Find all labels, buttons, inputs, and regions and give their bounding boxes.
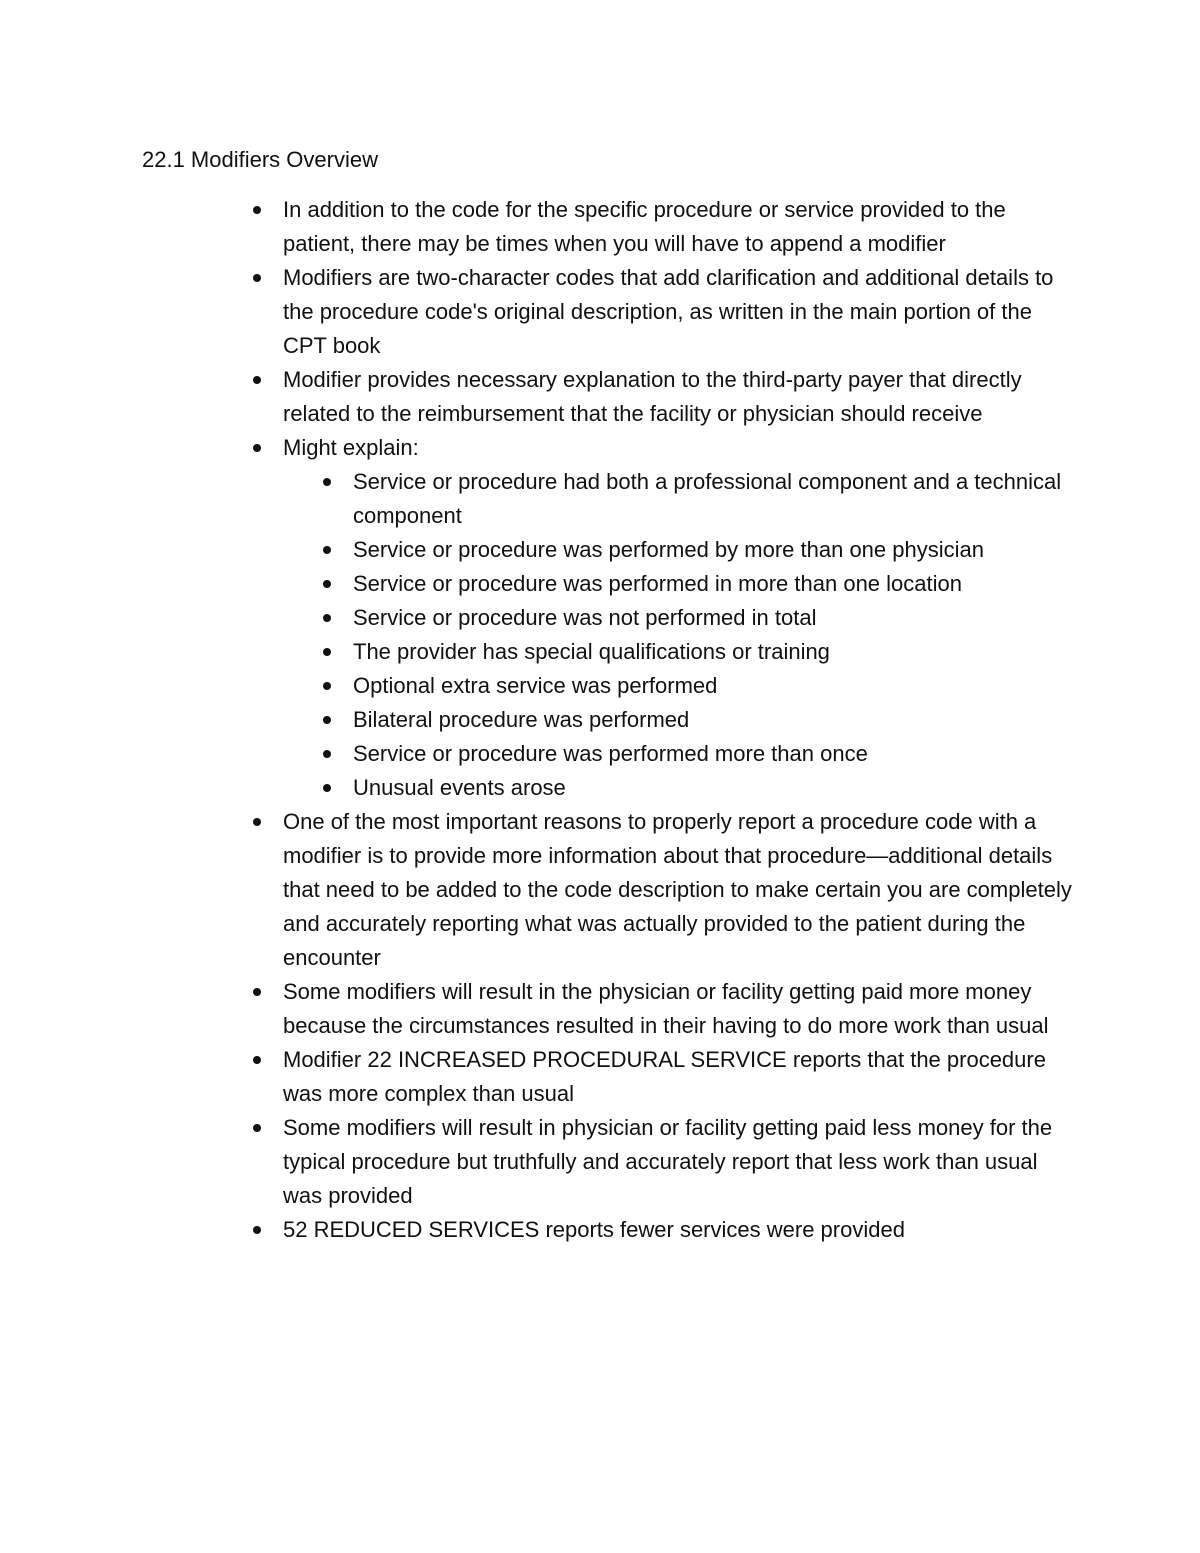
list-item — [283, 363, 1073, 431]
list-item-text: In addition to the code for the specific procedure or service provided to the patient, there may be times when you will have to append a modifier — [283, 197, 1006, 256]
list-item-text: Might explain: — [283, 435, 419, 460]
list-item — [283, 975, 1073, 1043]
sub-list-item-text: Service or procedure was performed in more than one location — [353, 571, 962, 596]
sub-list-item-text: Service or procedure had both a professional component and a technical component — [353, 469, 1062, 528]
sub-list-item — [353, 771, 1073, 805]
page-title: 22.1 Modifiers Overview — [142, 147, 378, 172]
bullet-list — [283, 193, 1073, 1247]
list-item — [283, 1043, 1073, 1111]
list-item-text: Modifier 22 INCREASED PROCEDURAL SERVICE reports that the procedure was more complex than usual — [283, 1047, 1046, 1106]
sub-list-item — [353, 601, 1073, 635]
list-item-text: Modifiers are two-character codes that add clarification and additional details to the procedure code's original description, as written in the main portion of the CPT book — [283, 265, 1054, 358]
list-item — [283, 805, 1073, 975]
sub-list-item — [353, 465, 1073, 533]
list-item-text: 52 REDUCED SERVICES reports fewer services were provided — [283, 1217, 905, 1242]
sub-list-item-text: The provider has special qualifications or training — [353, 639, 830, 664]
list-item-text: Modifier provides necessary explanation to the third-party payer that directly related to the reimbursement that the facility or physician should receive — [283, 367, 1022, 426]
list-item — [283, 193, 1073, 261]
sub-list-item — [353, 635, 1073, 669]
list-item — [283, 431, 1073, 805]
list-item-text: One of the most important reasons to properly report a procedure code with a modifier is to provide more information about that procedure—additional details that need to be added to the code description to make certain you are completely and accurately reporting what was actually provided to the patient during the encounter — [283, 809, 1072, 970]
list-item — [283, 1111, 1073, 1213]
sub-list-item-text: Bilateral procedure was performed — [353, 707, 690, 732]
sub-list-item — [353, 567, 1073, 601]
sub-list-item — [353, 703, 1073, 737]
list-item-text: Some modifiers will result in the physician or facility getting paid more money because the circumstances resulted in their having to do more work than usual — [283, 979, 1049, 1038]
sub-list-item — [353, 669, 1073, 703]
sub-list-item — [353, 533, 1073, 567]
list-item — [283, 261, 1073, 363]
sub-list-item-text: Service or procedure was performed more than once — [353, 741, 868, 766]
sub-bullet-list — [283, 465, 1073, 805]
sub-list-item-text: Service or procedure was not performed in total — [353, 605, 817, 630]
sub-list-item — [353, 737, 1073, 771]
list-item — [283, 1213, 1073, 1247]
sub-list-item-text: Unusual events arose — [353, 775, 566, 800]
sub-list-item-text: Optional extra service was performed — [353, 673, 718, 698]
list-item-text: Some modifiers will result in physician or facility getting paid less money for the typical procedure but truthfully and accurately report that less work than usual was provided — [283, 1115, 1053, 1208]
sub-list-item-text: Service or procedure was performed by more than one physician — [353, 537, 984, 562]
